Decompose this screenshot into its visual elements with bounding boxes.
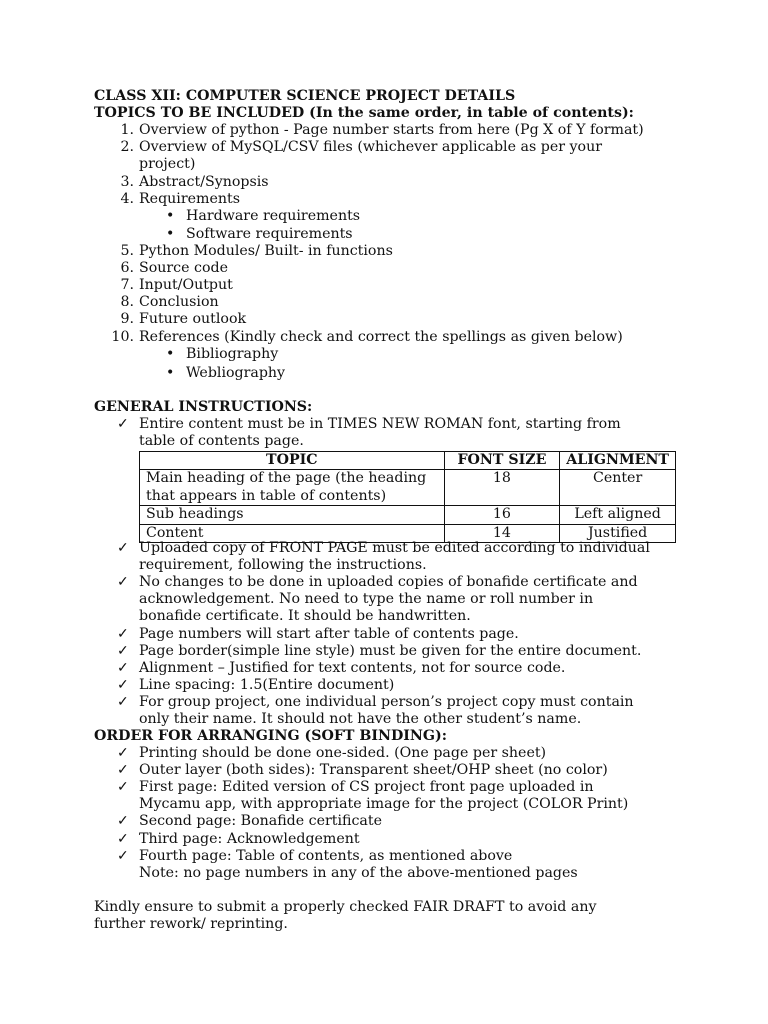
bullet-icon: • [166, 208, 175, 224]
sub-list-item: Hardware requirements [186, 208, 361, 224]
topics-heading: TOPICS TO BE INCLUDED (In the same order, in table of contents): [94, 105, 634, 121]
list-item: Python Modules/ Built- in functions [139, 243, 393, 259]
cell-line: Content [146, 524, 204, 541]
bullet-icon: • [166, 226, 175, 242]
list-item: References (Kindly check and correct the spellings as given below) [139, 329, 623, 345]
cell-line: Main heading of the page (the heading [146, 470, 427, 487]
list-number: 3. [120, 174, 134, 190]
instruction-text: Entire content must be in TIMES NEW ROMAN font, starting from [139, 416, 621, 432]
list-item: Requirements [139, 191, 240, 207]
table-cell-align: Justified [560, 524, 676, 542]
table-header-row [140, 452, 676, 470]
cell-line: Sub headings [146, 506, 244, 523]
list-item-continuation: project) [139, 156, 196, 172]
list-number: 2. [120, 139, 134, 155]
table-cell-align: Left aligned [560, 506, 676, 524]
list-number: 4. [120, 191, 134, 207]
closing-text: Kindly ensure to submit a properly checked FAIR DRAFT to avoid any [94, 899, 597, 915]
checkmark-icon: ✓ [117, 848, 129, 864]
table-cell-size: 14 [444, 524, 560, 542]
order-text: Printing should be done one-sided. (One page per sheet) [139, 745, 547, 761]
table-row [140, 470, 676, 506]
sub-list-item: Bibliography [186, 346, 279, 362]
list-item: Input/Output [139, 277, 233, 293]
list-number: 5. [120, 243, 134, 259]
checkmark-icon: ✓ [117, 574, 129, 590]
instruction-text: Uploaded copy of FRONT PAGE must be edited according to individual [139, 540, 650, 556]
list-number: 6. [120, 260, 134, 276]
order-heading: ORDER FOR ARRANGING (SOFT BINDING): [94, 728, 447, 744]
instruction-text: No changes to be done in uploaded copies of bonafide certificate and [139, 574, 638, 590]
table-cell-topic [140, 506, 445, 524]
table-cell-topic [140, 470, 445, 506]
order-text: Second page: Bonafide certificate [139, 813, 382, 829]
list-number: 7. [120, 277, 134, 293]
order-text: Mycamu app, with appropriate image for the project (COLOR Print) [139, 796, 629, 812]
list-item: Future outlook [139, 311, 247, 327]
checkmark-icon: ✓ [117, 540, 129, 556]
order-text: Third page: Acknowledgement [139, 831, 360, 847]
instruction-text: Page numbers will start after table of contents page. [139, 626, 519, 642]
table-cell-size: 16 [444, 506, 560, 524]
order-text: Fourth page: Table of contents, as mentioned above [139, 848, 513, 864]
checkmark-icon: ✓ [117, 416, 129, 432]
instruction-text: bonafide certificate. It should be handwritten. [139, 608, 471, 624]
sub-list-item: Software requirements [186, 226, 353, 242]
document-title: CLASS XII: COMPUTER SCIENCE PROJECT DETAILS [94, 88, 516, 104]
table-cell-align: Center [560, 470, 676, 506]
list-item: Overview of MySQL/CSV files (whichever applicable as per your [139, 139, 602, 155]
checkmark-icon: ✓ [117, 626, 129, 642]
bullet-icon: • [166, 365, 175, 381]
instruction-text: Line spacing: 1.5(Entire document) [139, 677, 395, 693]
checkmark-icon: ✓ [117, 745, 129, 761]
checkmark-icon: ✓ [117, 831, 129, 847]
list-item: Abstract/Synopsis [139, 174, 269, 190]
table-row [140, 506, 676, 524]
checkmark-icon: ✓ [117, 762, 129, 778]
checkmark-icon: ✓ [117, 677, 129, 693]
instruction-text: For group project, one individual person’s project copy must contain [139, 694, 634, 710]
table-header-cell: FONT SIZE [444, 452, 560, 470]
list-number: 9. [120, 311, 134, 327]
list-item: Conclusion [139, 294, 219, 310]
list-item: Overview of python - Page number starts from here (Pg X of Y format) [139, 122, 644, 138]
checkmark-icon: ✓ [117, 660, 129, 676]
order-text: First page: Edited version of CS project front page uploaded in [139, 779, 594, 795]
table-cell-size: 18 [444, 470, 560, 506]
list-number: 10. [111, 329, 134, 345]
checkmark-icon: ✓ [117, 694, 129, 710]
bullet-icon: • [166, 346, 175, 362]
order-note: Note: no page numbers in any of the above-mentioned pages [139, 865, 578, 881]
order-text: Outer layer (both sides): Transparent sheet/OHP sheet (no color) [139, 762, 608, 778]
instruction-text: only their name. It should not have the other student’s name. [139, 711, 582, 727]
sub-list-item: Webliography [186, 365, 286, 381]
table-header-cell: ALIGNMENT [560, 452, 676, 470]
checkmark-icon: ✓ [117, 779, 129, 795]
checkmark-icon: ✓ [117, 813, 129, 829]
general-instructions-heading: GENERAL INSTRUCTIONS: [94, 399, 313, 415]
instruction-text: Page border(simple line style) must be given for the entire document. [139, 643, 642, 659]
instruction-text: Alignment – Justified for text contents, not for source code. [139, 660, 566, 676]
checkmark-icon: ✓ [117, 643, 129, 659]
closing-text: further rework/ reprinting. [94, 916, 288, 932]
font-spec-table [139, 451, 676, 543]
list-number: 8. [120, 294, 134, 310]
table-header-cell: TOPIC [140, 452, 445, 470]
instruction-text: table of contents page. [139, 433, 304, 449]
list-item: Source code [139, 260, 228, 276]
cell-line: that appears in table of contents) [146, 487, 387, 504]
instruction-text: acknowledgement. No need to type the name or roll number in [139, 591, 594, 607]
instruction-text: requirement, following the instructions. [139, 557, 427, 573]
list-number: 1. [120, 122, 134, 138]
